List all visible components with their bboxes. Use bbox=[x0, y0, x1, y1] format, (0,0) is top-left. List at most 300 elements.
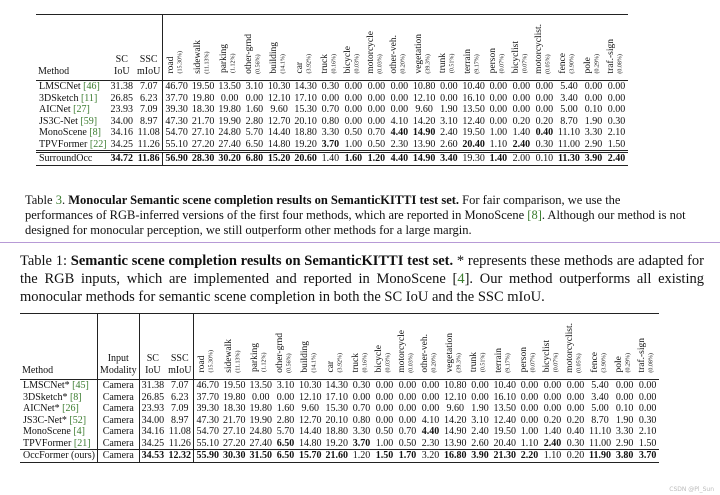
sc-iou-cell: 23.93 bbox=[141, 403, 165, 414]
class-header-17 bbox=[582, 15, 605, 81]
class-name: traf.-sign bbox=[637, 337, 648, 373]
class-score-cell: 0.00 bbox=[220, 92, 239, 104]
class-score-cell: 1.60 bbox=[245, 104, 264, 115]
class-frequency: (0.16%) bbox=[362, 353, 369, 373]
class-header-1 bbox=[190, 15, 217, 81]
class-score-cell: 1.00 bbox=[375, 437, 394, 449]
class-name: trunk bbox=[438, 53, 449, 74]
class-score-cell: 19.90 bbox=[249, 414, 272, 426]
citation-link[interactable]: [22] bbox=[89, 138, 107, 150]
class-score-cell: 3.10 bbox=[245, 81, 264, 92]
class-score-cell: 55.90 bbox=[196, 450, 219, 461]
class-score-cell: 2.10 bbox=[638, 426, 657, 437]
class-score-cell: 1.50 bbox=[607, 138, 626, 150]
table-row bbox=[20, 415, 659, 427]
class-score-cell: 3.20 bbox=[421, 450, 440, 461]
class-score-cell: 37.70 bbox=[165, 92, 188, 104]
class-header-11 bbox=[468, 314, 491, 380]
class-name: trunk bbox=[469, 352, 480, 373]
method-cell bbox=[20, 380, 97, 392]
class-frequency: (0.03%) bbox=[385, 353, 392, 373]
class-score-cell: 17.10 bbox=[294, 92, 317, 104]
class-score-cell: 0.00 bbox=[489, 92, 508, 104]
class-header-4 bbox=[266, 15, 293, 81]
class-score-cell: 2.30 bbox=[390, 138, 409, 150]
class-frequency: (0.05%) bbox=[576, 353, 583, 373]
class-score-cell: 0.00 bbox=[543, 380, 562, 391]
class-score-cell: 55.10 bbox=[196, 437, 219, 449]
class-score-cell: 0.00 bbox=[344, 92, 363, 104]
class-score-cell: 20.40 bbox=[462, 138, 485, 150]
class-score-cell: 0.00 bbox=[535, 92, 554, 104]
class-score-cell: 12.10 bbox=[298, 391, 322, 403]
class-score-cell: 27.10 bbox=[191, 127, 215, 138]
table-row bbox=[36, 127, 628, 139]
class-name: bicycle bbox=[342, 46, 353, 74]
method-name: LMSCNet* bbox=[23, 380, 70, 391]
class-score-cell: 2.40 bbox=[512, 138, 531, 150]
surroundocc-results-table bbox=[36, 14, 628, 166]
ssc-miou-header: SSC mIoU bbox=[135, 15, 163, 81]
class-score-cell: 11.10 bbox=[588, 426, 612, 437]
class-name: building bbox=[299, 340, 310, 373]
class-frequency: (0.20%) bbox=[400, 54, 407, 74]
class-score-cell: 18.80 bbox=[294, 127, 317, 138]
class-score-cell: 0.00 bbox=[489, 104, 508, 115]
class-name: road bbox=[166, 56, 177, 74]
class-score-cell: 0.00 bbox=[421, 403, 440, 414]
ssc-miou-cell: 11.26 bbox=[135, 139, 163, 152]
class-header-9 bbox=[388, 15, 411, 81]
class-score-cell: 0.00 bbox=[375, 414, 394, 426]
class-score-cell: 20.60 bbox=[294, 153, 317, 164]
class-score-cell: 0.00 bbox=[584, 92, 603, 104]
method-name: SurroundOcc bbox=[39, 153, 93, 164]
class-score-cell: 1.40 bbox=[543, 426, 562, 437]
citation-link[interactable]: [4] bbox=[73, 426, 85, 437]
table-caption-occformer: Table 1: Semantic scene completion results on SemanticKITTI test set. * represents these methods are adapted for the RGB inputs, which are implemented and reported in MonoScene [4]. Our method outperforms all existing monocular methods for semantic scene completion in both the SC IoU and the SSC mIoU. bbox=[20, 253, 705, 305]
class-frequency: (1.12%) bbox=[230, 54, 237, 74]
class-score-cell: 27.10 bbox=[222, 426, 246, 437]
class-name: motorcyclist. bbox=[564, 322, 575, 373]
class-score-cell: 0.20 bbox=[566, 450, 585, 461]
class-score-cell: 20.10 bbox=[294, 115, 317, 127]
class-score-cell: 0.00 bbox=[489, 81, 508, 92]
class-score-cell: 18.30 bbox=[191, 104, 215, 115]
table-row bbox=[36, 139, 628, 152]
class-header-16 bbox=[587, 314, 613, 380]
class-score-cell: 0.00 bbox=[367, 92, 386, 104]
class-frequency: (0.08%) bbox=[617, 54, 624, 74]
class-frequency: (0.29%) bbox=[594, 54, 601, 74]
class-score-cell: 0.40 bbox=[535, 127, 554, 138]
class-score-cell: 46.70 bbox=[165, 81, 188, 92]
class-score-cell: 12.70 bbox=[267, 115, 291, 127]
class-score-cell: 3.30 bbox=[352, 426, 371, 437]
class-score-cell: 5.70 bbox=[276, 426, 295, 437]
class-score-cell: 2.80 bbox=[276, 414, 295, 426]
class-score-cell: 10.40 bbox=[493, 380, 516, 391]
ssc-miou-cell: 7.09 bbox=[135, 104, 163, 116]
class-score-cell: 3.80 bbox=[615, 450, 634, 461]
class-score-cell: 24.80 bbox=[249, 426, 272, 437]
sc-iou-header: SC IoU bbox=[145, 353, 161, 376]
class-score-cell: 1.20 bbox=[367, 153, 386, 164]
class-header-4 bbox=[297, 314, 324, 380]
class-score-cell: 0.00 bbox=[276, 391, 295, 403]
class-score-cell: 0.00 bbox=[543, 391, 562, 403]
class-score-cell: 19.50 bbox=[462, 127, 485, 138]
class-score-cell: 31.50 bbox=[249, 450, 272, 461]
class-score-cell: 56.90 bbox=[165, 153, 188, 164]
class-score-cell: 27.20 bbox=[191, 138, 215, 150]
watermark: CSDN @Pl_Sun bbox=[669, 486, 714, 493]
class-score-cell: 9.60 bbox=[270, 104, 288, 115]
class-score-cell: 0.00 bbox=[390, 92, 409, 104]
class-score-cell: 10.30 bbox=[267, 81, 291, 92]
class-score-cell: 0.00 bbox=[398, 391, 417, 403]
class-score-cell: 2.20 bbox=[520, 450, 539, 461]
class-score-cell: 5.40 bbox=[560, 81, 578, 92]
class-frequency: (0.07%) bbox=[530, 353, 537, 373]
class-frequency: (15.30%) bbox=[177, 51, 184, 74]
table-row bbox=[20, 438, 659, 450]
class-score-cell: 46.70 bbox=[196, 380, 219, 391]
method-name: TPVFormer bbox=[23, 437, 72, 449]
table-caption-surroundocc: Table 3. Monocular Semantic scene completion results on SemanticKITTI test set. For fair comparison, we use the performances of RGB-inferred versions of the first four methods, which are reported in MonoScene [8]. Although our method is not designed for monocular perception, we still outperform other methods for a large margin. bbox=[25, 193, 686, 237]
class-score-cell: 16.10 bbox=[462, 92, 485, 104]
class-name: sidewalk bbox=[223, 338, 234, 373]
citation-link[interactable]: [52] bbox=[69, 414, 87, 426]
class-score-cell: 2.60 bbox=[471, 437, 489, 449]
method-name: MonoScene bbox=[23, 426, 71, 437]
method-cell bbox=[20, 426, 97, 438]
class-score-cell: 2.60 bbox=[440, 138, 458, 150]
citation-link[interactable]: [8] bbox=[89, 127, 101, 138]
citation-link[interactable]: [27] bbox=[73, 104, 90, 115]
class-frequency: (0.29%) bbox=[625, 353, 632, 373]
class-score-cell: 0.70 bbox=[367, 127, 386, 138]
class-score-cell: 1.00 bbox=[489, 127, 508, 138]
class-name: parking bbox=[219, 44, 230, 74]
class-score-cell: 2.90 bbox=[615, 437, 634, 449]
class-header-7 bbox=[373, 314, 396, 380]
class-score-cell: 13.50 bbox=[493, 403, 516, 414]
class-score-cell: 47.30 bbox=[196, 414, 219, 426]
class-score-cell: 28.30 bbox=[191, 153, 215, 164]
class-score-cell: 17.10 bbox=[325, 391, 348, 403]
class-header-6 bbox=[319, 15, 342, 81]
class-score-cell: 2.40 bbox=[440, 127, 458, 138]
class-score-cell: 21.70 bbox=[222, 414, 246, 426]
input-modality-cell: Camera bbox=[97, 392, 139, 404]
class-frequency: (0.05%) bbox=[545, 54, 552, 74]
class-score-cell: 27.20 bbox=[222, 437, 246, 449]
class-score-cell: 1.60 bbox=[344, 153, 363, 164]
citation-link[interactable]: [11] bbox=[80, 92, 98, 104]
citation-link[interactable]: [59] bbox=[80, 115, 98, 127]
class-header-3 bbox=[274, 314, 297, 380]
class-name: car bbox=[326, 360, 337, 373]
class-score-cell: 18.30 bbox=[222, 403, 246, 414]
class-score-cell: 21.60 bbox=[325, 450, 348, 461]
citation-link[interactable]: [45] bbox=[72, 380, 89, 391]
method-cell bbox=[20, 415, 97, 427]
sc-iou-cell: 34.25 bbox=[141, 437, 165, 449]
ssc-miou-cell: 11.86 bbox=[135, 152, 163, 166]
class-score-cell: 9.60 bbox=[446, 403, 464, 414]
class-name: truck bbox=[319, 53, 330, 74]
class-score-cell: 0.00 bbox=[607, 92, 626, 104]
citation-link[interactable]: [26] bbox=[62, 403, 79, 414]
sc-iou-cell: 34.00 bbox=[141, 414, 165, 426]
class-score-cell: 0.00 bbox=[344, 115, 363, 127]
class-score-cell: 3.30 bbox=[615, 426, 634, 437]
class-score-cell: 0.70 bbox=[321, 104, 340, 115]
class-score-cell: 0.80 bbox=[321, 115, 340, 127]
class-header-8 bbox=[396, 314, 419, 380]
class-score-cell: 15.20 bbox=[267, 153, 291, 164]
class-frequency: (0.08%) bbox=[648, 353, 655, 373]
table-row bbox=[20, 392, 659, 404]
sc-iou-cell: 31.38 bbox=[110, 81, 134, 92]
class-score-cell: 0.00 bbox=[471, 391, 489, 403]
class-header-11 bbox=[437, 15, 460, 81]
class-score-cell: 0.00 bbox=[344, 104, 363, 115]
ssc-miou-header: SSC mIoU bbox=[166, 314, 194, 380]
input-modality-cell: Camera bbox=[97, 380, 139, 392]
class-score-cell: 0.80 bbox=[352, 414, 371, 426]
class-name: vegetation bbox=[444, 332, 455, 373]
class-score-cell: 3.40 bbox=[560, 92, 578, 104]
class-score-cell: 12.40 bbox=[493, 414, 516, 426]
sc-iou-cell: 34.53 bbox=[141, 450, 165, 461]
class-score-cell: 12.10 bbox=[412, 92, 436, 104]
class-score-cell: 14.90 bbox=[412, 153, 436, 164]
class-frequency: (3.90%) bbox=[569, 54, 576, 74]
class-frequency: (14.1%) bbox=[280, 54, 287, 74]
class-name: parking bbox=[250, 343, 261, 373]
class-header-7 bbox=[342, 15, 365, 81]
class-score-cell: 4.40 bbox=[390, 153, 409, 164]
sc-iou-cell: 34.25 bbox=[110, 138, 134, 150]
class-score-cell: 0.00 bbox=[566, 380, 585, 391]
class-frequency: (0.03%) bbox=[354, 54, 361, 74]
class-score-cell: 0.40 bbox=[566, 426, 585, 437]
class-frequency: (11.13%) bbox=[204, 51, 211, 74]
class-name: traf.-sign bbox=[606, 38, 617, 74]
ssc-miou-cell: 12.32 bbox=[166, 450, 194, 463]
class-header-0 bbox=[163, 15, 190, 81]
class-score-cell: 0.00 bbox=[512, 81, 531, 92]
class-name: building bbox=[268, 41, 279, 74]
class-name: terrain bbox=[494, 347, 505, 373]
sc-iou-cell: 34.00 bbox=[110, 115, 134, 127]
class-frequency: (0.03%) bbox=[408, 353, 415, 373]
citation-link[interactable]: [46] bbox=[83, 81, 100, 92]
surroundocc-panel bbox=[0, 0, 720, 238]
method-name: MonoScene bbox=[39, 127, 87, 138]
class-header-2 bbox=[247, 314, 274, 380]
ssc-miou-cell: 11.26 bbox=[166, 438, 194, 450]
class-score-cell: 2.30 bbox=[421, 437, 440, 449]
class-score-cell: 5.40 bbox=[591, 380, 609, 391]
class-score-cell: 0.00 bbox=[375, 403, 394, 414]
final-row bbox=[20, 450, 659, 463]
class-score-cell: 1.40 bbox=[321, 153, 340, 164]
ssc-miou-cell: 7.07 bbox=[166, 380, 194, 392]
class-score-cell: 0.00 bbox=[321, 92, 340, 104]
class-frequency: (3.92%) bbox=[306, 54, 313, 74]
class-name: vegetation bbox=[413, 33, 424, 74]
ssc-miou-cell: 8.97 bbox=[135, 116, 163, 128]
class-name: other-grnd bbox=[274, 332, 285, 373]
class-header-14 bbox=[510, 15, 533, 81]
class-header-13 bbox=[487, 15, 510, 81]
class-header-0 bbox=[194, 314, 221, 380]
class-score-cell: 14.30 bbox=[325, 380, 348, 391]
class-name: fence bbox=[589, 351, 600, 373]
class-frequency: (0.07%) bbox=[522, 54, 529, 74]
class-score-cell: 3.90 bbox=[471, 450, 489, 461]
class-score-cell: 0.00 bbox=[535, 104, 554, 115]
class-score-cell: 0.00 bbox=[421, 391, 440, 403]
class-score-cell: 16.80 bbox=[443, 450, 467, 461]
class-name: road bbox=[197, 355, 208, 373]
class-score-cell: 0.00 bbox=[615, 380, 634, 391]
class-score-cell: 19.80 bbox=[191, 92, 215, 104]
class-score-cell: 6.50 bbox=[276, 450, 295, 461]
class-score-cell: 0.00 bbox=[535, 81, 554, 92]
method-cell bbox=[20, 403, 97, 415]
class-score-cell: 0.00 bbox=[390, 81, 409, 92]
sc-iou-cell: 34.16 bbox=[141, 426, 165, 437]
class-score-cell: 12.10 bbox=[443, 391, 467, 403]
class-score-cell: 0.00 bbox=[543, 403, 562, 414]
class-frequency: (39.3%) bbox=[456, 353, 463, 373]
class-score-cell: 19.80 bbox=[249, 403, 272, 414]
class-score-cell: 0.00 bbox=[638, 403, 657, 414]
input-modality-cell: Camera bbox=[97, 426, 139, 438]
class-score-cell: 0.30 bbox=[535, 138, 554, 150]
class-score-cell: 19.80 bbox=[218, 104, 241, 115]
citation-link[interactable]: [21] bbox=[73, 437, 91, 449]
class-score-cell: 0.30 bbox=[607, 115, 626, 127]
sc-iou-cell: 31.38 bbox=[141, 380, 165, 391]
class-score-cell: 21.70 bbox=[191, 115, 215, 127]
class-score-cell: 3.70 bbox=[638, 450, 657, 461]
class-score-cell: 0.10 bbox=[535, 153, 554, 164]
class-score-cell: 20.40 bbox=[493, 437, 516, 449]
class-score-cell: 3.90 bbox=[584, 153, 603, 164]
class-score-cell: 0.00 bbox=[615, 391, 634, 403]
class-score-cell: 1.50 bbox=[375, 450, 394, 461]
class-score-cell: 0.00 bbox=[398, 414, 417, 426]
input-modality-cell: Camera bbox=[97, 450, 139, 463]
class-score-cell: 0.00 bbox=[390, 104, 409, 115]
class-frequency: (0.07%) bbox=[553, 353, 560, 373]
occformer-panel bbox=[0, 247, 720, 495]
class-score-cell: 4.10 bbox=[390, 115, 409, 127]
class-name: terrain bbox=[463, 48, 474, 74]
class-score-cell: 27.40 bbox=[218, 138, 241, 150]
class-score-cell: 2.90 bbox=[584, 138, 603, 150]
class-name: pole bbox=[614, 356, 625, 373]
class-frequency: (3.92%) bbox=[337, 353, 344, 373]
class-score-cell: 14.30 bbox=[294, 81, 317, 92]
class-frequency: (0.51%) bbox=[480, 353, 487, 373]
citation-link[interactable]: [8] bbox=[69, 391, 82, 403]
method-cell bbox=[36, 139, 109, 152]
class-frequency: (0.20%) bbox=[431, 353, 438, 373]
ssc-miou-cell: 8.97 bbox=[166, 415, 194, 427]
class-score-cell: 4.40 bbox=[421, 426, 440, 437]
class-score-cell: 0.00 bbox=[367, 104, 386, 115]
class-score-cell: 0.00 bbox=[489, 115, 508, 127]
class-score-cell: 11.00 bbox=[557, 138, 581, 150]
class-score-cell: 2.10 bbox=[607, 127, 626, 138]
class-header-17 bbox=[613, 314, 636, 380]
class-name: motorcyclist. bbox=[533, 23, 544, 74]
class-score-cell: 13.50 bbox=[249, 380, 272, 391]
class-score-cell: 14.20 bbox=[443, 414, 467, 426]
class-score-cell: 3.30 bbox=[321, 127, 340, 138]
class-name: bicycle bbox=[373, 345, 384, 373]
class-score-cell: 0.00 bbox=[607, 81, 626, 92]
class-header-18 bbox=[636, 314, 659, 380]
class-header-1 bbox=[221, 314, 248, 380]
class-score-cell: 13.50 bbox=[462, 104, 485, 115]
class-score-cell: 1.50 bbox=[638, 437, 657, 449]
class-score-cell: 13.90 bbox=[412, 138, 436, 150]
class-score-cell: 1.90 bbox=[584, 115, 603, 127]
class-score-cell: 12.40 bbox=[462, 115, 485, 127]
class-score-cell: 1.90 bbox=[615, 414, 634, 426]
class-frequency: (0.56%) bbox=[255, 54, 262, 74]
class-score-cell: 19.90 bbox=[218, 115, 241, 127]
sc-iou-cell: 26.85 bbox=[110, 92, 134, 104]
class-score-cell: 19.30 bbox=[462, 153, 485, 164]
class-score-cell: 30.20 bbox=[218, 153, 241, 164]
class-header-12 bbox=[491, 314, 518, 380]
class-score-cell: 19.80 bbox=[222, 391, 246, 403]
class-header-10 bbox=[442, 314, 469, 380]
class-score-cell: 8.70 bbox=[560, 115, 578, 127]
class-name: bicyclist bbox=[541, 340, 552, 373]
class-score-cell: 12.10 bbox=[267, 92, 291, 104]
class-score-cell: 20.10 bbox=[325, 414, 348, 426]
class-score-cell: 0.30 bbox=[321, 81, 340, 92]
class-name: other-veh. bbox=[419, 333, 430, 373]
class-score-cell: 15.30 bbox=[294, 104, 317, 115]
class-score-cell: 0.00 bbox=[398, 403, 417, 414]
class-score-cell: 9.60 bbox=[415, 104, 433, 115]
class-score-cell: 10.30 bbox=[298, 380, 322, 391]
class-score-cell: 0.00 bbox=[520, 403, 539, 414]
class-score-cell: 0.10 bbox=[584, 104, 603, 115]
class-name: bicyclist bbox=[510, 41, 521, 74]
class-score-cell: 2.80 bbox=[245, 115, 264, 127]
class-score-cell: 0.00 bbox=[367, 115, 386, 127]
class-score-cell: 2.00 bbox=[512, 153, 531, 164]
class-score-cell: 13.90 bbox=[443, 437, 467, 449]
sc-iou-header: SC IoU bbox=[114, 54, 130, 77]
final-row bbox=[36, 152, 628, 166]
class-score-cell: 19.50 bbox=[191, 81, 215, 92]
class-header-2 bbox=[216, 15, 243, 81]
class-score-cell: 0.00 bbox=[352, 391, 371, 403]
class-score-cell: 18.80 bbox=[325, 426, 348, 437]
